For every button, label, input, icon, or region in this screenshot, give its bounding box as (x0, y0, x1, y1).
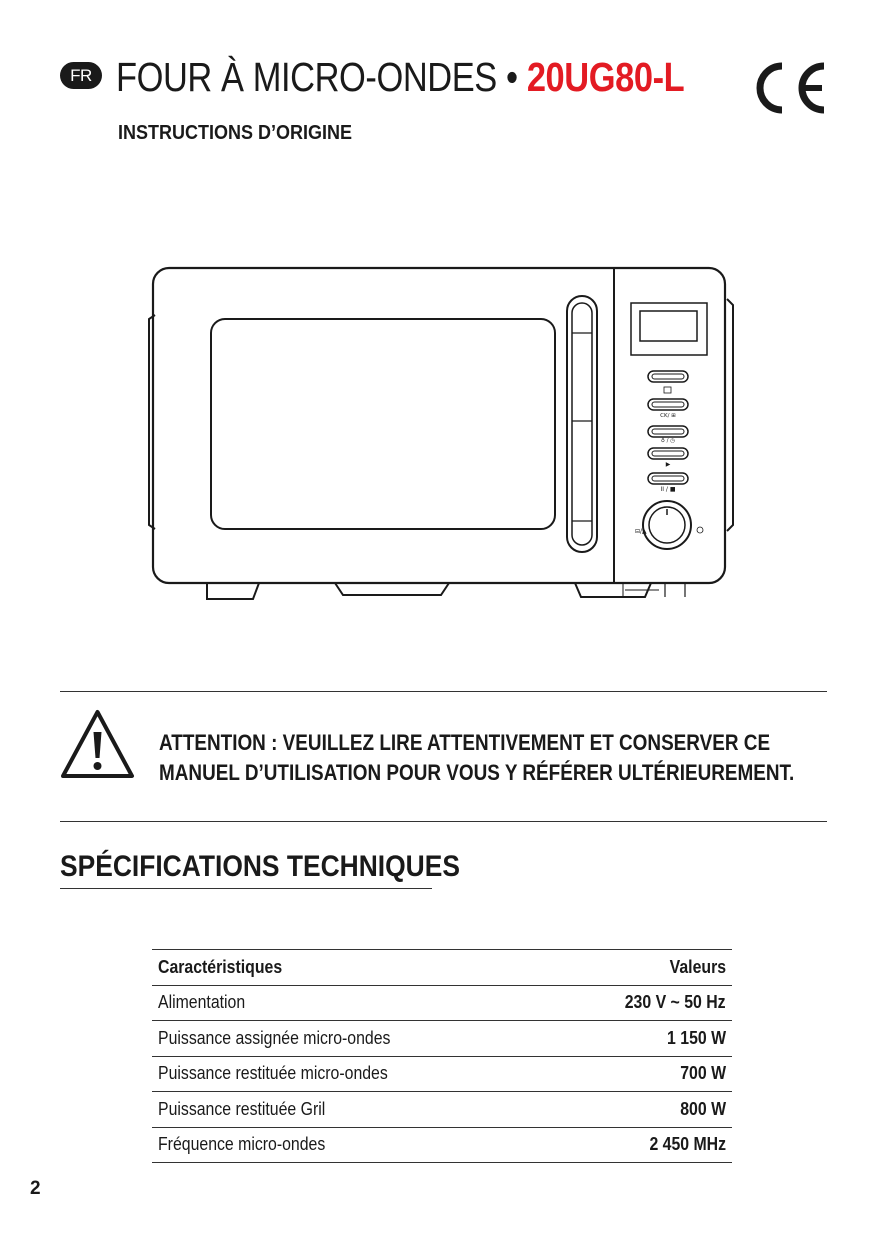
language-badge: FR (60, 62, 102, 89)
row-label: Fréquence micro-ondes (158, 1134, 326, 1155)
warning-line-1: ATTENTION : VEUILLEZ LIRE ATTENTIVEMENT ET CONSERVER CE (159, 730, 771, 755)
button-label-start: ▶ (665, 461, 671, 468)
button-label-stop: II / ■ (660, 486, 676, 493)
specs-table (152, 949, 732, 1163)
column-header-values: Valeurs (669, 956, 726, 977)
specs-heading-underline (60, 888, 432, 889)
title-separator: • (506, 54, 518, 100)
title-model: 20UG80-L (526, 54, 685, 100)
divider-bottom (60, 821, 827, 822)
row-value: 2 450 MHz (649, 1134, 726, 1155)
svg-text:CK/ ⊞: CK/ ⊞ (660, 413, 676, 419)
row-label: Puissance restituée micro-ondes (158, 1063, 388, 1084)
row-label: Alimentation (158, 992, 246, 1013)
svg-text:♁ / ◷: ♁ / ◷ (660, 438, 676, 444)
svg-text:⊟/▲: ⊟/▲ (635, 528, 647, 535)
subtitle: INSTRUCTIONS D’ORIGINE (118, 122, 353, 144)
table-row (152, 1127, 732, 1163)
column-header-characteristics: Caractéristiques (158, 956, 283, 977)
page-number: 2 (30, 1178, 41, 1199)
table-row (152, 1092, 732, 1128)
warning-line-2: MANUEL D’UTILISATION POUR VOUS Y RÉFÉRER ULTÉRIEUREMENT. (159, 760, 795, 785)
row-label: Puissance assignée micro-ondes (158, 1027, 391, 1048)
microwave-illustration (145, 263, 745, 608)
row-value: 700 W (680, 1063, 726, 1084)
table-row (152, 985, 732, 1021)
warning-text (159, 728, 794, 788)
specs-heading: SPÉCIFICATIONS TECHNIQUES (60, 850, 460, 883)
row-value: 230 V ~ 50 Hz (625, 992, 726, 1013)
row-value: 800 W (680, 1098, 726, 1119)
warning-icon (60, 708, 135, 780)
row-value: 1 150 W (666, 1027, 726, 1048)
page-title (116, 52, 684, 102)
ce-mark-logo (746, 60, 828, 116)
table-row (152, 1021, 732, 1057)
title-product: FOUR À MICRO-ONDES (116, 54, 497, 100)
row-label: Puissance restituée Gril (158, 1098, 326, 1119)
table-header-row (152, 950, 732, 986)
divider-top (60, 691, 827, 692)
table-row (152, 1056, 732, 1092)
